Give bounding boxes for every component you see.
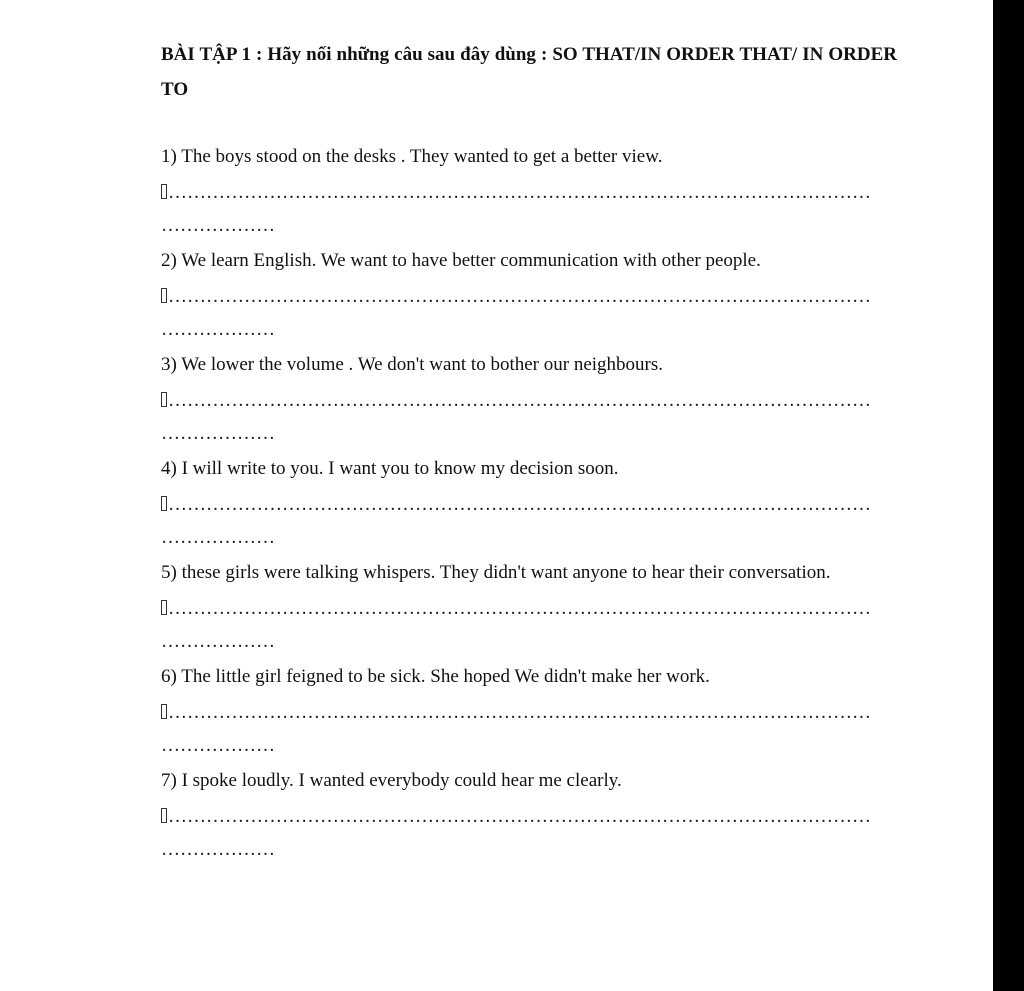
answer-dots: ………………………………………………………………………………………………… [168, 494, 871, 515]
question-text: 3) We lower the volume . We don't want to bother our neighbours. [161, 354, 664, 375]
missing-glyph-box-icon [161, 288, 167, 303]
answer-dots: ………………………………………………………………………………………………… [168, 182, 871, 203]
exercise-title: BÀI TẬP 1 : Hãy nối những câu sau đây dùng : SO THAT/IN ORDER THAT/ IN ORDER TO [161, 44, 897, 100]
question-text: 6) The little girl feigned to be sick. She hoped We didn't make her work. [161, 666, 710, 687]
answer-continuation-dots: ……………… [161, 735, 275, 756]
missing-glyph-box-icon [161, 808, 167, 823]
missing-glyph-box-icon [161, 184, 167, 199]
answer-dots: ………………………………………………………………………………………………… [168, 286, 871, 307]
window-edge-bar [993, 0, 1024, 991]
question-text: 7) I spoke loudly. I wanted everybody could hear me clearly. [161, 770, 622, 791]
question-text: 2) We learn English. We want to have better communication with other people. [161, 250, 761, 271]
answer-continuation-dots: ……………… [161, 631, 275, 652]
answer-line [161, 180, 897, 206]
answer-line [161, 388, 897, 414]
answer-line [161, 700, 897, 726]
missing-glyph-box-icon [161, 704, 167, 719]
missing-glyph-box-icon [161, 600, 167, 615]
missing-glyph-box-icon [161, 392, 167, 407]
answer-continuation-dots: ……………… [161, 319, 275, 340]
answer-continuation-dots: ……………… [161, 527, 275, 548]
answer-dots: ………………………………………………………………………………………………… [168, 806, 871, 827]
question-text: 1) The boys stood on the desks . They wanted to get a better view. [161, 146, 663, 167]
question-text: 4) I will write to you. I want you to know my decision soon. [161, 458, 619, 479]
answer-line [161, 492, 897, 518]
answer-dots: ………………………………………………………………………………………………… [168, 598, 871, 619]
answer-dots: ………………………………………………………………………………………………… [168, 702, 871, 723]
question-text: 5) these girls were talking whispers. They didn't want anyone to hear their conversation. [161, 562, 831, 583]
answer-line [161, 804, 897, 830]
answer-dots: ………………………………………………………………………………………………… [168, 390, 871, 411]
missing-glyph-box-icon [161, 496, 167, 511]
answer-line [161, 284, 897, 310]
answer-continuation-dots: ……………… [161, 215, 275, 236]
answer-continuation-dots: ……………… [161, 423, 275, 444]
answer-line [161, 596, 897, 622]
answer-continuation-dots: ……………… [161, 839, 275, 860]
